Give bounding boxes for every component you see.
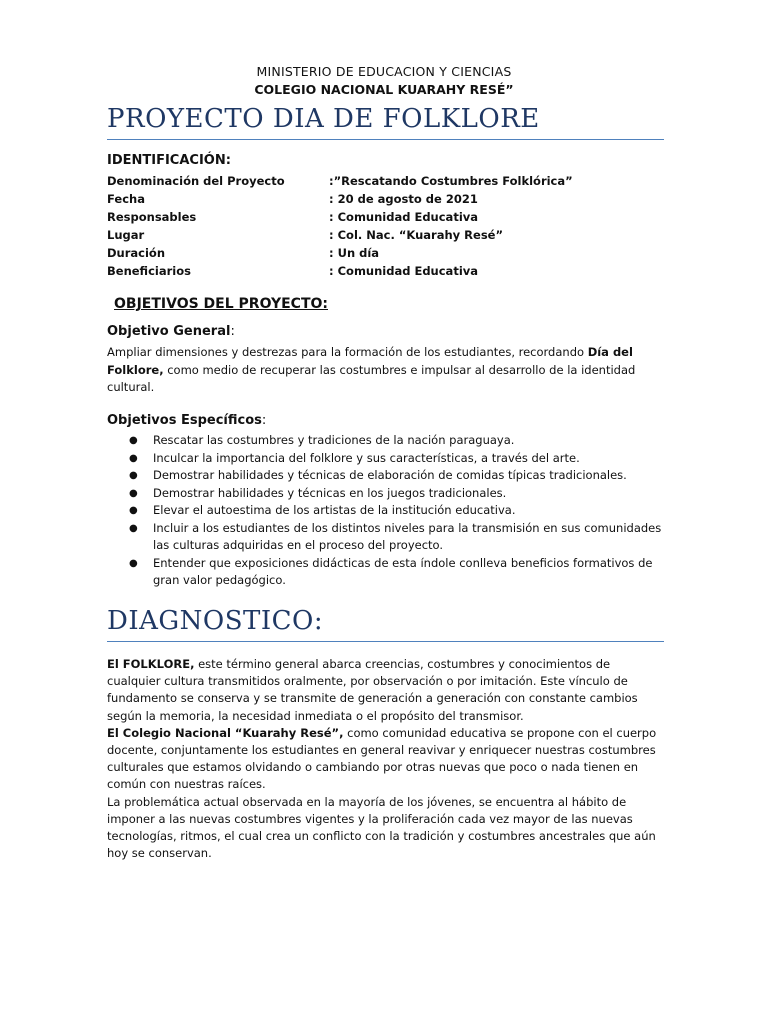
specific-objectives-title: Objetivos Específicos [107, 413, 262, 428]
list-item [107, 485, 672, 503]
identification-heading: IDENTIFICACIÓN: [107, 153, 231, 168]
list-item-text: Demostrar habilidades y técnicas en los juegos tradicionales. [153, 485, 507, 500]
specific-objectives-heading [107, 413, 266, 428]
diag-text: este término general abarca creencias, costumbres y conocimientos de cualquier cultura transmitidos oralmente, por observación o por imitación. Este vínculo de fundamento se conserva y se transmite de generación a generación con constante cambios según la memoria, la necesidad inmediata o el propósito del transmisor. [107, 657, 638, 723]
general-objective-title: Objetivo General [107, 324, 231, 339]
identification-label: Responsables [107, 210, 197, 224]
bullet-icon: ● [129, 487, 138, 499]
school-header: COLEGIO NACIONAL KUARAHY RESÉ” [254, 82, 514, 97]
general-objective-colon: : [230, 324, 235, 339]
diag-bold: El Colegio Nacional “Kuarahy Resé”, [107, 725, 344, 740]
general-objective-heading [107, 324, 235, 339]
bullet-icon: ● [129, 452, 138, 464]
list-item [107, 520, 672, 555]
identification-label: Fecha [107, 192, 145, 206]
identification-value: : Comunidad Educativa [329, 264, 479, 278]
page-title: PROYECTO DIA DE FOLKLORE [107, 104, 540, 134]
general-text-part: como medio de recuperar las costumbres e impulsar al desarrollo de la identidad cultural. [107, 362, 636, 394]
identification-row [107, 172, 667, 190]
general-text-part: Ampliar dimensiones y destrezas para la formación de los estudiantes, recordando [107, 345, 588, 359]
diagnostico-heading: DIAGNOSTICO: [107, 606, 324, 636]
diag-text: La problemática actual observada en la mayoría de los jóvenes, se encuentra al hábito de imponer a las nuevas costumbres vigentes y la proliferación cada vez mayor de las nuevas tecnologías, ritmos, el cual crea un conflicto con la tradición y costumbres ancestrales que aún hoy se conservan. [107, 794, 656, 861]
ministry-header: MINISTERIO DE EDUCACION Y CIENCIAS [256, 64, 512, 79]
list-item-text: Entender que exposiciones didácticas de esta índole conlleva beneficios formativos de gran valor pedagógico. [153, 555, 653, 587]
list-item-text: Incluir a los estudiantes de los distintos niveles para la transmisión en sus comunidades las culturas adquiridas en el proceso del proyecto. [153, 520, 662, 552]
list-item-text: Elevar el autoestima de los artistas de la institución educativa. [153, 503, 516, 517]
title-divider [107, 139, 664, 140]
list-item [107, 450, 672, 468]
identification-row [107, 208, 667, 226]
diagnostico-text [107, 656, 667, 862]
identification-label: Duración [107, 246, 166, 260]
diagnostico-divider [107, 641, 664, 642]
bullet-icon: ● [129, 505, 138, 516]
identification-label: Lugar [107, 228, 145, 242]
identification-value: : 20 de agosto de 2021 [329, 192, 478, 206]
list-item-text: Inculcar la importancia del folklore y sus características, a través del arte. [153, 450, 580, 465]
identification-row [107, 262, 667, 280]
objectives-heading: OBJETIVOS DEL PROYECTO: [114, 296, 328, 312]
specific-objectives-colon: : [261, 413, 267, 428]
list-item [107, 502, 672, 520]
bullet-icon: ● [129, 557, 138, 569]
identification-value: :”Rescatando Costumbres Folklórica” [329, 174, 573, 188]
identification-label: Denominación del Proyecto [107, 174, 285, 188]
bullet-icon: ● [129, 522, 138, 534]
identification-row [107, 244, 667, 262]
identification-table [107, 172, 667, 280]
identification-value: : Col. Nac. “Kuarahy Resé” [329, 228, 504, 242]
list-item-text: Demostrar habilidades y técnicas de elaboración de comidas típicas tradicionales. [153, 468, 627, 482]
bullet-icon: ● [129, 470, 138, 481]
list-item [107, 555, 672, 590]
identification-value: : Comunidad Educativa [329, 210, 479, 224]
bullet-icon: ● [129, 435, 138, 446]
general-text-bold: Día del Folklore, [107, 345, 633, 377]
identification-row [107, 226, 667, 244]
identification-label: Beneficiarios [107, 264, 191, 278]
identification-row [107, 190, 667, 208]
list-item-text: Rescatar las costumbres y tradiciones de la nación paraguaya. [153, 433, 515, 447]
diag-bold: El FOLKLORE, [107, 657, 195, 671]
list-item [107, 432, 672, 450]
diag-text: como comunidad educativa se propone con el cuerpo docente, conjuntamente los estudiantes en general reavivar y enriquecer nuestras costumbres culturales que estamos olvidando o cambiando por otras nuevas que poco o nada tienen en común con nuestras raíces. [107, 725, 657, 792]
specific-objectives-list [107, 432, 672, 590]
general-objective-text [107, 344, 672, 397]
identification-value: : Un día [329, 246, 380, 260]
list-item [107, 467, 672, 485]
